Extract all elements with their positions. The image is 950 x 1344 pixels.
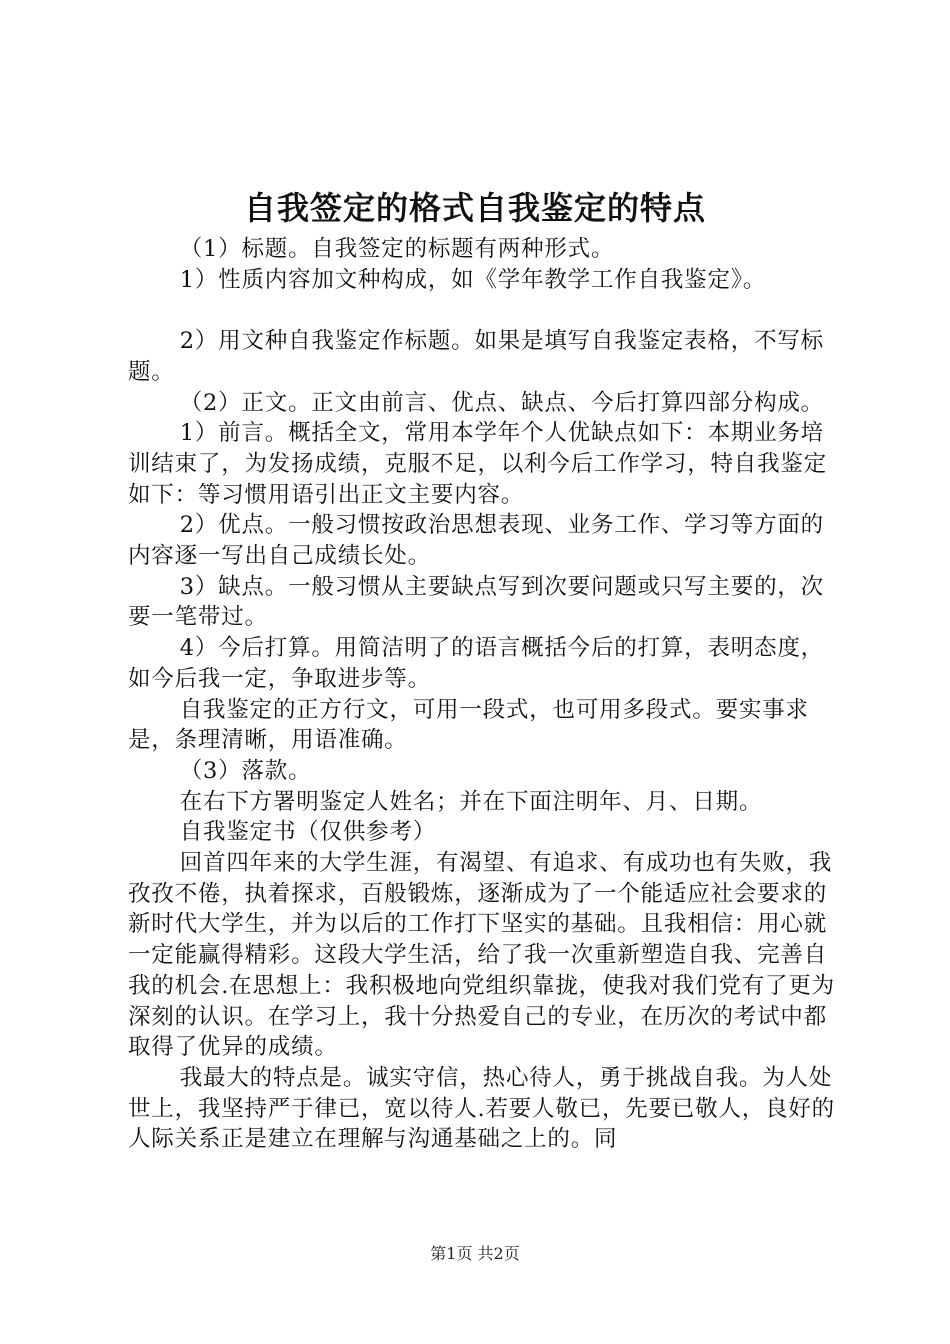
paragraph: 1）前言。概括全文，常用本学年个人优缺点如下：本期业务培训结束了，为发扬成绩，克服不足，以利今后工作学习，特自我鉴定如下：等习惯用语引出正文主要内容。	[128, 420, 828, 508]
paragraph: 2）用文种自我鉴定作标题。如果是填写自我鉴定表格，不写标题。	[128, 328, 824, 385]
paragraph: 在右下方署明鉴定人姓名；并在下面注明年、月、日期。	[179, 788, 763, 815]
paragraph: 自我鉴定的正方行文，可用一段式，也可用多段式。要实事求是，条理清晰，用语准确。	[128, 696, 809, 754]
paragraph: 回首四年来的大学生涯，有渴望、有追求、有成功也有失败，我孜孜不倦，执着探求，百般锻炼，逐渐成为了一个能适应社会要求的新时代大学生，并为以后的工作打下坚实的基础。且我相信：用心就一定能赢得精彩。这段大学生活，给了我一次重新塑造自我、完善自我的机会.在思想上：我积极地向党组织靠拢，使我对我们党有了更为深刻的认识。在学习上，我十分热爱自己的专业，在历次的考试中都取得了优异的成绩。	[128, 850, 835, 1061]
paragraph: （3）落款。	[179, 757, 312, 784]
paragraph: 自我鉴定书（仅供参考）	[179, 819, 437, 846]
paragraph: （2）正文。正文由前言、优点、缺点、今后打算四部分构成。	[179, 389, 824, 416]
paragraph: 3）缺点。一般习惯从主要缺点写到次要问题或只写主要的，次要一笔带过。	[128, 573, 824, 631]
page-indicator: 第1页 共2页	[430, 1244, 520, 1263]
paragraph: 我最大的特点是。诚实守信，热心待人，勇于挑战自我。为人处世上，我坚持严于律已，宽以待人.若要人敬已，先要已敬人，良好的人际关系正是建立在理解与沟通基础之上的。同	[128, 1064, 835, 1153]
blank-line	[128, 295, 840, 326]
paragraph: 2）优点。一般习惯按政治思想表现、业务工作、学习等方面的内容逐一写出自己成绩长处。	[128, 512, 824, 570]
paragraph: 1）性质内容加文种构成，如《学年教学工作自我鉴定》。	[179, 266, 767, 293]
paragraph: 4）今后打算。用简洁明了的语言概括今后的打算，表明态度，如今后我一定，争取进步等。	[128, 635, 824, 692]
document-title: 自我签定的格式自我鉴定的特点	[243, 189, 706, 227]
document-body	[128, 234, 840, 1155]
paragraph: （1）标题。自我签定的标题有两种形式。	[179, 236, 615, 262]
